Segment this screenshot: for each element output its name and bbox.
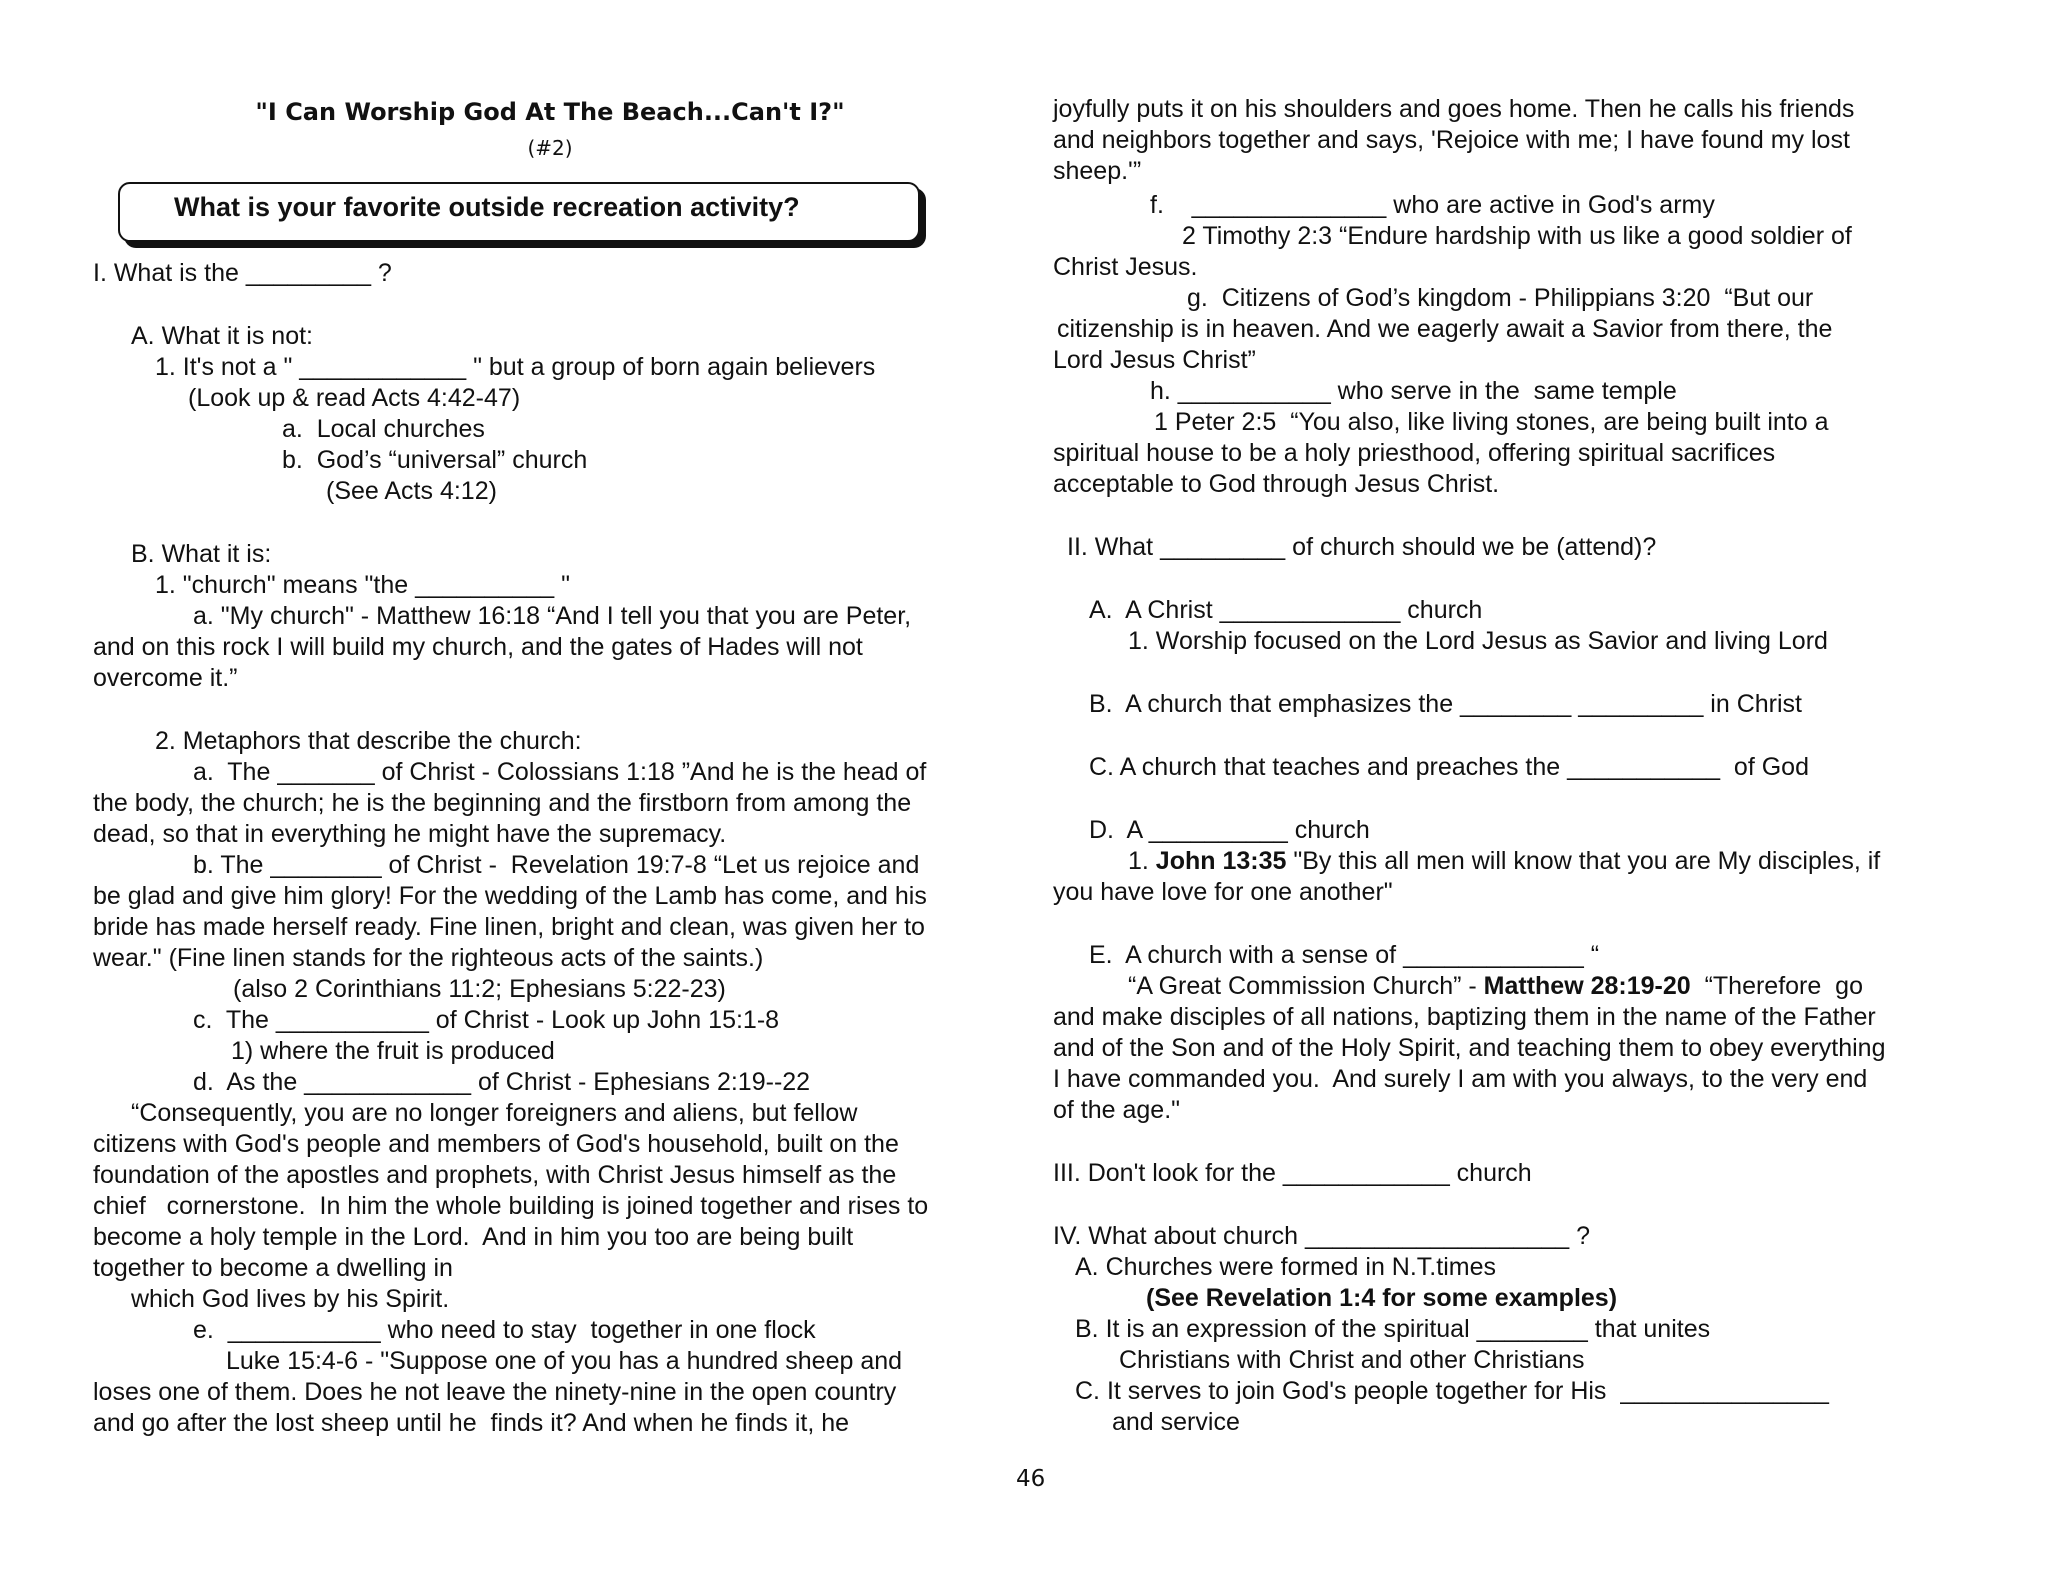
text-line: bride has made herself ready. Fine linen, bright and clean, was given her to <box>93 913 925 941</box>
text-line: C. It serves to join God's people together for His _______________ <box>1075 1377 1829 1405</box>
text-line: “Consequently, you are no longer foreigners and aliens, but fellow <box>131 1099 858 1127</box>
text-line: I. What is the _________ ? <box>93 259 392 287</box>
text-line: A. Churches were formed in N.T.times <box>1075 1253 1496 1281</box>
text-line <box>1128 846 1880 877</box>
text-line: and go after the lost sheep until he finds it? And when he finds it, he <box>93 1409 850 1437</box>
text-line: A. What it is not: <box>131 322 314 350</box>
text-line: (See Acts 4:12) <box>326 477 497 505</box>
page-number: 46 <box>1016 1466 1046 1492</box>
text-line: IV. What about church ___________________ ? <box>1053 1222 1591 1250</box>
text-line: a. The _______ of Christ - Colossians 1:18 ”And he is the head of <box>193 758 927 786</box>
text-line: e. ___________ who need to stay together in one flock <box>193 1316 816 1344</box>
text-segment: “Therefore go <box>1690 972 1863 1000</box>
text-line: d. As the ____________ of Christ - Ephesians 2:19--22 <box>193 1068 811 1096</box>
text-line: b. The ________ of Christ - Revelation 19:7-8 “Let us rejoice and <box>193 851 920 879</box>
text-line: II. What _________ of church should we be (attend)? <box>1067 533 1657 561</box>
text-line: g. Citizens of God’s kingdom - Philippians 3:20 “But our <box>1187 284 1814 312</box>
text-line: acceptable to God through Jesus Christ. <box>1053 470 1500 498</box>
text-line: which God lives by his Spirit. <box>131 1285 450 1313</box>
text-line: wear." (Fine linen stands for the righteous acts of the saints.) <box>93 944 764 972</box>
scripture-reference: Matthew 28:19-20 <box>1483 972 1691 1000</box>
text-line <box>1128 971 1863 1002</box>
text-line: B. It is an expression of the spiritual ________ that unites <box>1075 1315 1711 1343</box>
text-line: (Look up & read Acts 4:42-47) <box>188 384 521 412</box>
text-line: 1. It's not a " ____________ " but a group of born again believers <box>155 353 876 381</box>
text-line: be glad and give him glory! For the wedding of the Lamb has come, and his <box>93 882 927 910</box>
text-line: and neighbors together and says, 'Rejoice with me; I have found my lost <box>1053 126 1850 154</box>
text-line: chief cornerstone. In him the whole building is joined together and rises to <box>93 1192 929 1220</box>
text-line: 1. Worship focused on the Lord Jesus as Savior and living Lord <box>1128 627 1828 655</box>
text-line: loses one of them. Does he not leave the ninety-nine in the open country <box>93 1378 897 1406</box>
text-line: citizenship is in heaven. And we eagerly await a Savior from there, the <box>1057 315 1833 343</box>
text-line: 1 Peter 2:5 “You also, like living stones, are being built into a <box>1154 408 1829 436</box>
text-line: Christ Jesus. <box>1053 253 1198 281</box>
text-line: Lord Jesus Christ” <box>1053 346 1256 374</box>
text-line: a. "My church" - Matthew 16:18 “And I tell you that you are Peter, <box>193 602 912 630</box>
text-line: and of the Son and of the Holy Spirit, and teaching them to obey everything <box>1053 1034 1886 1062</box>
question-text: What is your favorite outside recreation activity? <box>174 192 800 222</box>
text-line: a. Local churches <box>282 415 485 443</box>
text-line: b. God’s “universal” church <box>282 446 588 474</box>
text-line: the body, the church; he is the beginning and the firstborn from among the <box>93 789 912 817</box>
text-segment: “A Great Commission Church” - <box>1128 972 1484 1000</box>
text-line: and make disciples of all nations, baptizing them in the name of the Father <box>1053 1003 1876 1031</box>
text-line: Luke 15:4-6 - "Suppose one of you has a hundred sheep and <box>226 1347 903 1375</box>
text-line: D. A __________ church <box>1089 816 1370 844</box>
text-line: you have love for one another" <box>1053 878 1393 906</box>
text-line: h. ___________ who serve in the same temple <box>1150 377 1677 405</box>
page-title: "I Can Worship God At The Beach...Can't I?" <box>255 98 845 126</box>
text-line: I have commanded you. And surely I am with you always, to the very end <box>1053 1065 1868 1093</box>
text-line: joyfully puts it on his shoulders and goes home. Then he calls his friends <box>1053 95 1855 123</box>
text-line: C. A church that teaches and preaches the ___________ of God <box>1089 753 1809 781</box>
text-line: spiritual house to be a holy priesthood, offering spiritual sacrifices <box>1053 439 1776 467</box>
text-segment: 1. <box>1128 847 1156 875</box>
text-line: (also 2 Corinthians 11:2; Ephesians 5:22-23) <box>233 975 726 1003</box>
text-line: c. The ___________ of Christ - Look up John 15:1-8 <box>193 1006 780 1034</box>
scripture-reference: John 13:35 <box>1155 847 1287 875</box>
text-line: B. What it is: <box>131 540 272 568</box>
text-line: E. A church with a sense of _____________ “ <box>1089 941 1600 969</box>
text-line: dead, so that in everything he might have the supremacy. <box>93 820 727 848</box>
text-line: 1. "church" means "the __________ " <box>155 571 570 599</box>
page-subtitle: (#2) <box>527 136 573 160</box>
text-line: 1) where the fruit is produced <box>231 1037 555 1065</box>
text-line: sheep.'” <box>1053 157 1142 185</box>
question-box <box>118 182 920 242</box>
text-line: Christians with Christ and other Christians <box>1119 1346 1585 1374</box>
text-line: 2. Metaphors that describe the church: <box>155 727 582 755</box>
text-line: and service <box>1112 1408 1240 1436</box>
text-line: B. A church that emphasizes the ________ _________ in Christ <box>1089 690 1802 718</box>
text-line: and on this rock I will build my church, and the gates of Hades will not <box>93 633 863 661</box>
text-line: citizens with God's people and members of God's household, built on the <box>93 1130 899 1158</box>
text-line: together to become a dwelling in <box>93 1254 453 1282</box>
text-line: of the age." <box>1053 1096 1181 1124</box>
text-line: become a holy temple in the Lord. And in him you too are being built <box>93 1223 854 1251</box>
text-line: f. ______________ who are active in God's army <box>1150 191 1715 219</box>
text-line: III. Don't look for the ____________ church <box>1053 1159 1532 1187</box>
text-line: 2 Timothy 2:3 “Endure hardship with us like a good soldier of <box>1182 222 1852 250</box>
text-segment: "By this all men will know that you are My disciples, if <box>1286 847 1881 875</box>
text-line: A. A Christ _____________ church <box>1089 596 1483 624</box>
text-line: (See Revelation 1:4 for some examples) <box>1146 1284 1618 1312</box>
text-line: foundation of the apostles and prophets, with Christ Jesus himself as the <box>93 1161 897 1189</box>
text-line: overcome it.” <box>93 664 238 692</box>
